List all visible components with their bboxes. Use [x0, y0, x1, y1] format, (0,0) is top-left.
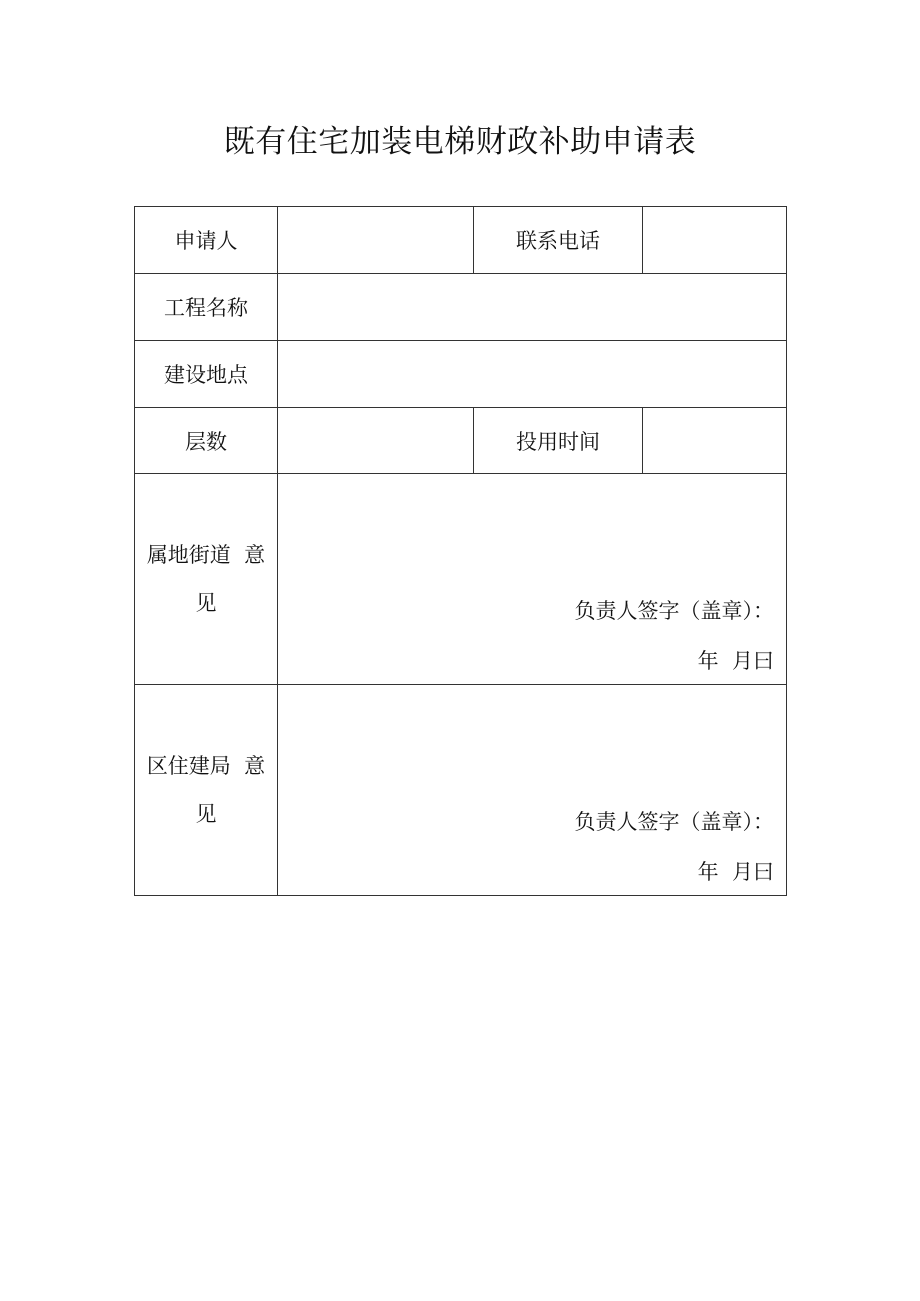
floors-label: 层数 — [135, 408, 278, 474]
form-title: 既有住宅加装电梯财政补助申请表 — [223, 124, 697, 160]
floors-field[interactable] — [278, 408, 474, 474]
applicant-label: 申请人 — [135, 207, 278, 274]
row-subdistrict-opinion — [135, 474, 787, 685]
location-label: 建设地点 — [135, 341, 278, 408]
in-use-time-field[interactable] — [643, 408, 787, 474]
row-floors — [135, 408, 787, 474]
location-field[interactable] — [278, 341, 787, 408]
subdistrict-opinion-field[interactable] — [278, 474, 787, 685]
subdistrict-opinion-label-line2: 见 — [195, 591, 217, 615]
row-housing-bureau-opinion — [135, 685, 787, 896]
housing-bureau-opinion-field[interactable] — [278, 685, 787, 896]
row-applicant — [135, 207, 787, 274]
phone-field[interactable] — [643, 207, 787, 274]
applicant-field[interactable] — [278, 207, 474, 274]
housing-bureau-date-line: 年 月曰 — [697, 860, 774, 884]
project-name-field[interactable] — [278, 274, 787, 341]
application-form-table — [134, 206, 787, 896]
housing-bureau-opinion-label-line1: 区住建局 意 — [146, 754, 266, 778]
subdistrict-date-line: 年 月曰 — [697, 649, 774, 673]
phone-label: 联系电话 — [474, 207, 643, 274]
project-name-label: 工程名称 — [135, 274, 278, 341]
housing-bureau-opinion-label — [135, 685, 278, 896]
subdistrict-opinion-label — [135, 474, 278, 685]
subdistrict-opinion-label-line1: 属地街道 意 — [146, 543, 266, 567]
in-use-time-label: 投用时间 — [474, 408, 643, 474]
row-location — [135, 341, 787, 408]
housing-bureau-signature-line: 负责人签字（盖章）： — [574, 810, 774, 834]
row-project — [135, 274, 787, 341]
subdistrict-signature-line: 负责人签字（盖章）： — [574, 599, 774, 623]
housing-bureau-opinion-label-line2: 见 — [195, 802, 217, 826]
